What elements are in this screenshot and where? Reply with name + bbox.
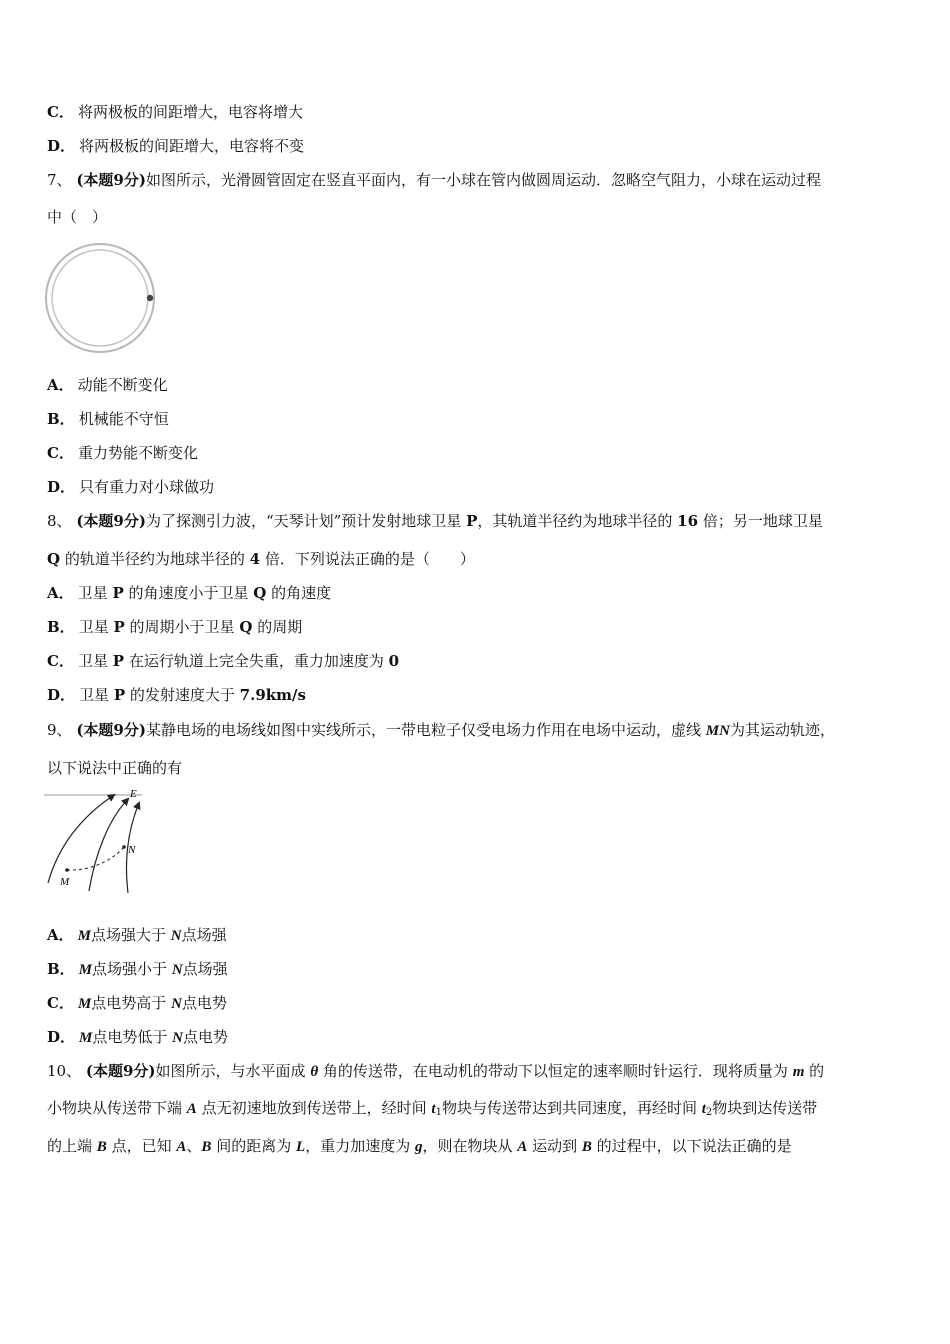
number: 4: [249, 550, 261, 568]
option-text: 点电势: [181, 994, 227, 1012]
question-points: (本题9分): [76, 171, 146, 189]
question-number: 7、: [47, 171, 72, 189]
option-text: 将两极板的间距增大，电容将不变: [79, 137, 305, 155]
question-text: 中（ ）: [47, 208, 108, 226]
option-text: 将两极板的间距增大，电容将增大: [77, 103, 303, 121]
variable-n: N: [171, 962, 183, 978]
subscript: 2: [705, 1107, 713, 1118]
variable-m: m: [792, 1064, 805, 1080]
option-label: D．: [47, 137, 76, 155]
option-text: 机械能不守恒: [78, 410, 169, 428]
option-label: C．: [47, 994, 74, 1012]
option-label: A．: [47, 926, 74, 944]
option-text: 动能不断变化: [77, 376, 168, 394]
option-text: 只有重力对小球做功: [79, 478, 215, 496]
variable-m: M: [77, 996, 92, 1012]
option-label: B．: [47, 410, 75, 428]
option-text: 的角速度小于卫星: [128, 584, 249, 602]
variable-b: B: [581, 1139, 592, 1155]
option-text: 卫星: [77, 652, 108, 670]
variable-m: M: [79, 1030, 93, 1046]
question-text: ，重力加速度为: [305, 1137, 411, 1155]
question-text: 如图所示，与水平面成: [155, 1062, 306, 1080]
q9-option-c: [47, 993, 227, 1014]
option-label: D．: [47, 478, 76, 496]
trajectory-dashed: [67, 847, 124, 870]
option-text: 卫星: [77, 584, 108, 602]
variable-b: B: [201, 1139, 212, 1155]
variable-g: g: [414, 1139, 423, 1155]
question-text: 倍．下列说法正确的是（ ）: [264, 550, 475, 568]
question-text: 某静电场的电场线如图中实线所示，一带电粒子仅受电场力作用在电场中运动，虚线: [145, 721, 701, 739]
question-text: 、: [186, 1137, 202, 1155]
q8-option-a: [47, 583, 331, 603]
option-text: 的角速度: [271, 584, 332, 602]
satellite-p: P: [466, 512, 478, 530]
question-number: 9、: [47, 721, 72, 739]
variable-n: N: [172, 1030, 183, 1046]
option-label: C．: [47, 103, 74, 121]
q7-stem-line2: [47, 207, 107, 227]
q9-stem-line2: [47, 758, 182, 778]
q8-option-c: [47, 651, 399, 671]
option-text: 点场强: [181, 926, 227, 944]
q6-option-c: [47, 102, 303, 122]
q7-option-b: [47, 409, 169, 429]
variable-b: B: [96, 1139, 107, 1155]
q10-stem-line2: [47, 1098, 817, 1123]
question-text: 点，已知: [111, 1137, 172, 1155]
q9-option-d: [47, 1027, 228, 1048]
satellite-p: P: [112, 652, 125, 670]
question-text: 物块与传送带达到共同速度，再经时间: [441, 1099, 697, 1117]
option-text: 的周期小于卫星: [129, 618, 235, 636]
number: 16: [677, 512, 699, 530]
field-line: [89, 799, 128, 891]
question-text: 的: [809, 1062, 825, 1080]
q9-option-a: [47, 925, 227, 946]
circular-tube-figure: [44, 242, 158, 356]
option-text: 点场强大于: [90, 926, 166, 944]
question-text: 运动到: [532, 1137, 578, 1155]
q7-option-a: [47, 375, 168, 395]
variable-m: M: [78, 962, 93, 978]
variable-n: N: [171, 996, 182, 1012]
q8-stem-line1: [47, 511, 823, 531]
question-text: 间的距离为: [216, 1137, 292, 1155]
option-text: 点电势: [183, 1028, 229, 1046]
option-label: A．: [47, 584, 74, 602]
question-text: 倍；另一地球卫星: [702, 512, 823, 530]
satellite-q: Q: [47, 550, 61, 568]
option-text: 在运行轨道上完全失重，重力加速度为: [128, 652, 384, 670]
question-points: (本题9分): [85, 1062, 156, 1080]
number: 7.9km/s: [239, 686, 306, 704]
satellite-q: Q: [253, 584, 267, 602]
question-text: 为其运动轨迹，: [729, 721, 835, 739]
label-n: N: [128, 844, 136, 856]
q8-option-b: [47, 617, 302, 637]
variable-mn: MN: [705, 723, 730, 739]
label-e: E: [130, 788, 137, 800]
point-m-dot: [65, 868, 69, 872]
option-label: D．: [47, 1028, 76, 1046]
question-text: 如图所示，光滑圆管固定在竖直平面内，有一小球在管内做圆周运动．忽略空气阻力，小球在运动过程: [145, 171, 821, 189]
q8-stem-line2: [47, 549, 475, 569]
variable-t: t: [701, 1101, 706, 1117]
question-text: 以下说法中正确的有: [47, 759, 183, 777]
option-label: C．: [47, 444, 74, 462]
satellite-p: P: [113, 686, 126, 704]
variable-a: A: [176, 1139, 187, 1155]
question-text: 物块到达传送带: [712, 1099, 818, 1117]
q10-stem-line3: [47, 1136, 792, 1157]
point-n-dot: [122, 845, 126, 849]
question-points: (本题9分): [76, 512, 146, 530]
option-text: 点电势高于: [91, 994, 167, 1012]
ball-dot: [147, 295, 153, 301]
label-m: M: [60, 876, 70, 888]
field-line: [48, 795, 114, 883]
q7-option-c: [47, 443, 198, 463]
satellite-p: P: [113, 618, 125, 636]
question-text: 角的传送带，在电动机的带动下以恒定的速率顺时针运行．现将质量为: [322, 1062, 788, 1080]
tube-outer-wall: [46, 244, 154, 352]
question-text: ，则在物块从: [422, 1137, 513, 1155]
option-label: D．: [47, 686, 76, 704]
q10-stem-line1: [47, 1061, 824, 1082]
option-text: 卫星: [78, 618, 109, 636]
electric-field-figure: [42, 785, 150, 897]
option-text: 的周期: [257, 618, 303, 636]
variable-t: t: [431, 1101, 436, 1117]
option-text: 重力势能不断变化: [77, 444, 198, 462]
question-points: (本题9分): [76, 721, 146, 739]
q9-stem-line1: [47, 720, 835, 741]
option-text: 点场强: [182, 960, 228, 978]
question-text: 的上端: [47, 1137, 93, 1155]
question-text: 的轨道半径约为地球半径的: [64, 550, 245, 568]
option-text: 的发射速度大于: [129, 686, 235, 704]
q9-option-b: [47, 959, 228, 980]
variable-theta: θ: [310, 1064, 319, 1080]
option-label: B．: [47, 618, 75, 636]
option-label: A．: [47, 376, 74, 394]
question-text: 点无初速地放到传送带上，经时间: [201, 1099, 427, 1117]
option-text: 点电势低于: [92, 1028, 168, 1046]
option-label: B．: [47, 960, 75, 978]
number: 0: [388, 652, 400, 670]
satellite-q: Q: [239, 618, 253, 636]
question-text: 小物块从传送带下端: [47, 1099, 183, 1117]
variable-n: N: [170, 928, 182, 944]
satellite-p: P: [112, 584, 124, 602]
option-text: 卫星: [79, 686, 110, 704]
variable-l: L: [296, 1139, 306, 1155]
question-text: ，其轨道半径约为地球半径的: [477, 512, 673, 530]
q8-option-d: [47, 685, 306, 705]
subscript: 1: [435, 1107, 442, 1118]
q6-option-d: [47, 136, 304, 156]
variable-m: M: [77, 928, 91, 944]
option-text: 点场强小于: [92, 960, 168, 978]
tube-inner-wall: [52, 250, 148, 346]
question-text: 的过程中，以下说法正确的是: [596, 1137, 792, 1155]
question-number: 8、: [47, 512, 72, 530]
variable-a: A: [517, 1139, 528, 1155]
question-text: 为了探测引力波，“天琴计划”预计发射地球卫星: [145, 512, 462, 530]
option-label: C．: [47, 652, 74, 670]
q7-option-d: [47, 477, 214, 497]
question-number: 10、: [47, 1062, 82, 1080]
variable-a: A: [186, 1101, 197, 1117]
q7-stem-line1: [47, 170, 821, 190]
